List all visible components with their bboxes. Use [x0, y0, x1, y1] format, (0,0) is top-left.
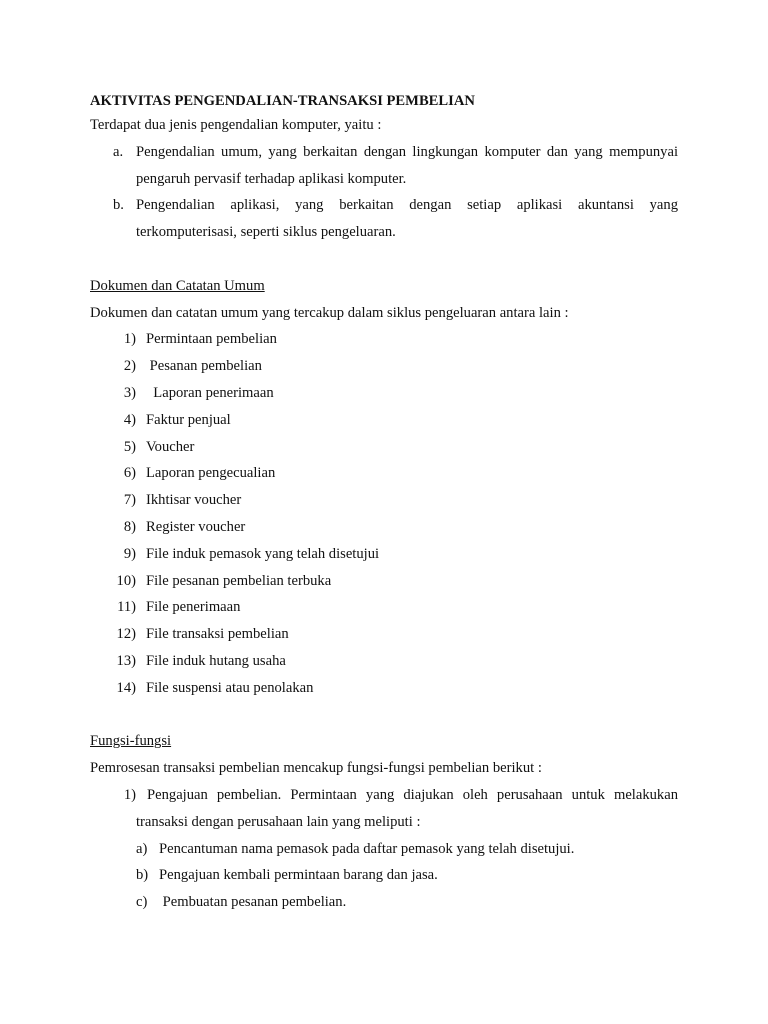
list-marker: a): [136, 840, 148, 857]
list-item: [90, 568, 678, 595]
list-item-text: File penerimaan: [146, 599, 241, 616]
list-item: [90, 434, 678, 461]
list-marker: 8): [123, 518, 136, 535]
list-item-text: Pengendalian umum, yang berkaitan dengan lingkungan komputer dan yang mempunyai: [136, 143, 678, 160]
list-item: [90, 514, 678, 541]
list-item-text: File suspensi atau penolakan: [146, 679, 314, 696]
list-item-text: Pengajuan kembali permintaan barang dan jasa.: [159, 867, 438, 884]
list-item-text: Laporan penerimaan: [146, 384, 274, 401]
list-item-text: File induk hutang usaha: [146, 652, 286, 669]
list-item-text: Register voucher: [146, 518, 246, 535]
section-intro-functions: Pemrosesan transaksi pembelian mencakup fungsi-fungsi pembelian berikut :: [90, 760, 542, 777]
list-marker: 2): [123, 358, 136, 375]
spacer: [90, 702, 678, 729]
sublist-item: [90, 862, 678, 889]
list-item-text: File pesanan pembelian terbuka: [146, 572, 332, 589]
list-item-text: Pencantuman nama pemasok pada daftar pemasok yang telah disetujui.: [159, 840, 575, 857]
list-marker: 6): [123, 465, 136, 482]
list-item-text: Permintaan pembelian: [146, 331, 277, 348]
list-marker: 3): [123, 384, 136, 401]
list-marker: 1): [123, 786, 136, 803]
list-item: [90, 487, 678, 514]
section-heading-documents: Dokumen dan Catatan Umum: [90, 277, 265, 294]
list-item-text: File induk pemasok yang telah disetujui: [146, 545, 380, 562]
list-marker: 13): [116, 652, 136, 669]
control-item-b: [90, 192, 678, 219]
intro-text: Terdapat dua jenis pengendalian komputer, yaitu :: [90, 117, 382, 133]
list-marker: 5): [123, 438, 136, 455]
list-item-continuation: transaksi dengan perusahaan lain yang meliputi :: [136, 813, 421, 830]
control-item-a: [90, 139, 678, 166]
list-item: [90, 353, 678, 380]
list-marker: 12): [116, 626, 136, 643]
list-item: [90, 460, 678, 487]
list-item-text: Voucher: [146, 438, 195, 455]
list-item-text: Faktur penjual: [146, 411, 231, 428]
list-marker: 4): [123, 411, 136, 428]
function-item-1: [90, 782, 678, 809]
list-item: [90, 407, 678, 434]
list-marker: 10): [116, 572, 136, 589]
section-intro-documents: Dokumen dan catatan umum yang tercakup dalam siklus pengeluaran antara lain :: [90, 304, 569, 321]
list-item: [90, 541, 678, 568]
section-heading-functions: Fungsi-fungsi: [90, 733, 172, 750]
list-marker: b.: [113, 197, 124, 214]
document-list: [90, 326, 678, 701]
page-title: AKTIVITAS PENGENDALIAN-TRANSAKSI PEMBELIAN: [90, 93, 475, 109]
list-marker: 11): [117, 599, 136, 616]
list-item: [90, 675, 678, 702]
list-item-text: Pengajuan pembelian. Permintaan yang diajukan oleh perusahaan untuk melakukan: [147, 786, 678, 803]
sublist-item: [90, 836, 678, 863]
list-item-text: Pembuatan pesanan pembelian.: [159, 894, 347, 911]
list-marker: a.: [113, 143, 124, 160]
list-item-text: Pengendalian aplikasi, yang berkaitan dengan setiap aplikasi akuntansi yang: [136, 197, 678, 214]
list-item-continuation: pengaruh pervasif terhadap aplikasi komputer.: [136, 170, 407, 187]
list-item: [90, 326, 678, 353]
sublist-item: [90, 889, 678, 916]
list-marker: b): [136, 867, 149, 884]
list-item: [90, 621, 678, 648]
list-marker: 9): [123, 545, 136, 562]
list-marker: 14): [116, 679, 136, 696]
list-item: [90, 380, 678, 407]
list-item: [90, 648, 678, 675]
list-marker: c): [136, 894, 148, 911]
list-item-text: Ikhtisar voucher: [146, 492, 242, 509]
list-marker: 7): [123, 492, 136, 509]
list-item: [90, 594, 678, 621]
spacer: [90, 246, 678, 273]
document-page: [90, 90, 678, 916]
list-item-continuation: terkomputerisasi, seperti siklus pengeluaran.: [136, 224, 396, 241]
list-item-text: Pesanan pembelian: [146, 358, 262, 375]
function-sublist: [90, 836, 678, 916]
list-item-text: Laporan pengecualian: [146, 465, 276, 482]
list-item-text: File transaksi pembelian: [146, 626, 289, 643]
list-marker: 1): [123, 331, 136, 348]
